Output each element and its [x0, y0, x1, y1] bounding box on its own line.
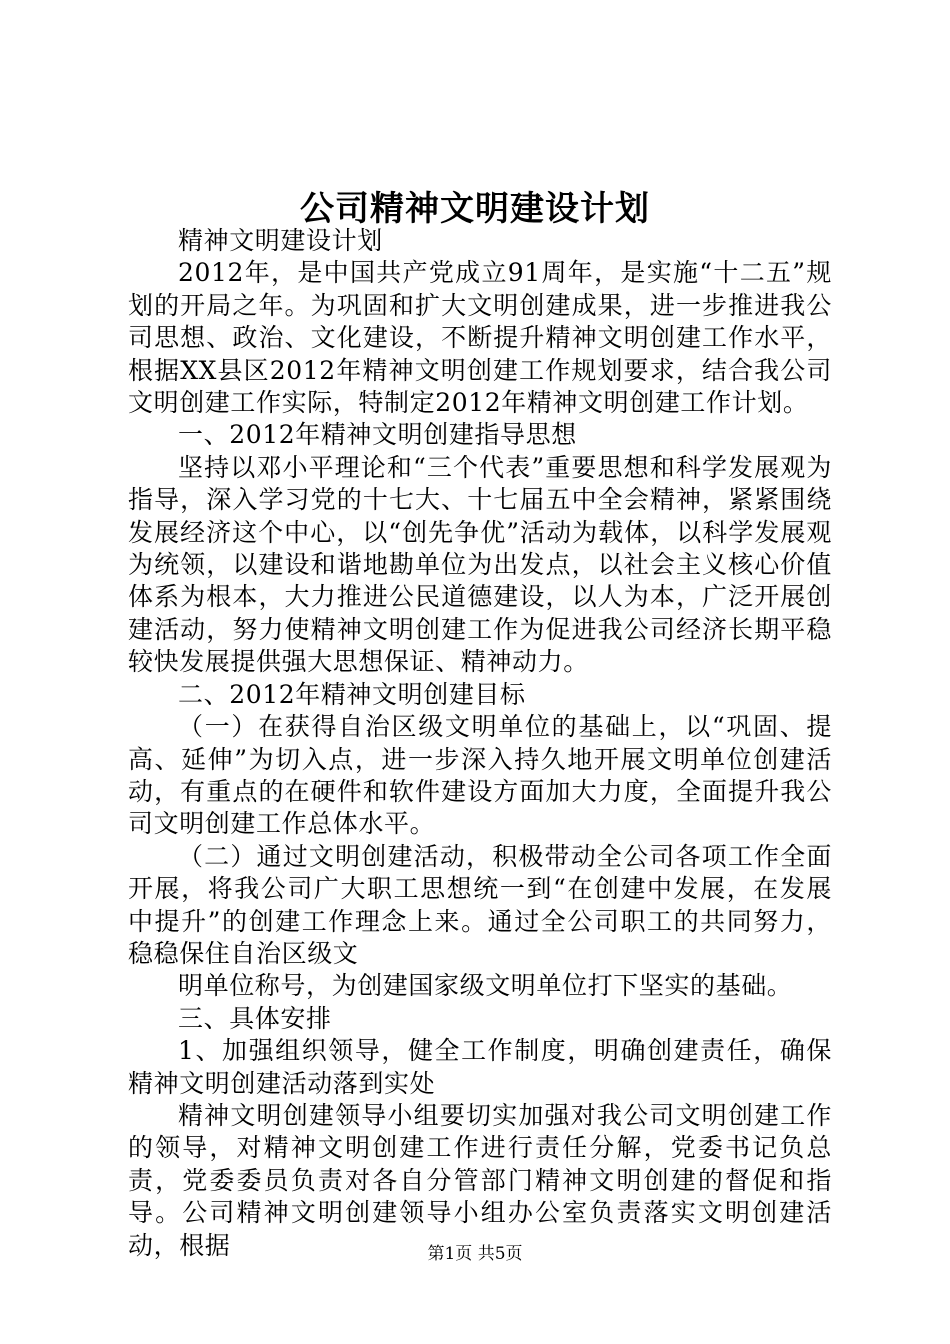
page-number: 第1页 共5页 [427, 1244, 523, 1264]
document-body [128, 225, 832, 1262]
subsection-heading-1: 1、加强组织领导，健全工作制度，明确创建责任，确保精神文明创建活动落到实处 [128, 1036, 832, 1098]
paragraph-goal-1: （一）在获得自治区级文明单位的基础上，以“巩固、提高、延伸”为切入点，进一步深入持久地开展文明单位创建活动，有重点的在硬件和软件建设方面加大力度，全面提升我公司文明创建工作总体水平。 [128, 712, 832, 839]
section-heading-3: 三、具体安排 [178, 1003, 332, 1033]
page-footer [0, 1242, 950, 1266]
paragraph-guiding-ideology: 坚持以邓小平理论和“三个代表”重要思想和科学发展观为指导，深入学习党的十七大、十七届五中全会精神，紧紧围绕发展经济这个中心，以“创先争优”活动为载体，以科学发展观为统领，以建设和谐地勘单位为出发点，以社会主义核心价值体系为根本，大力推进公民道德建设，以人为本，广泛开展创建活动，努力使精神文明创建工作为促进我公司经济长期平稳较快发展提供强大思想保证、精神动力。 [128, 452, 832, 677]
document-title: 公司精神文明建设计划 [300, 189, 650, 229]
paragraph-subtitle: 精神文明建设计划 [178, 226, 383, 255]
section-heading-1: 一、2012年精神文明创建指导思想 [178, 420, 577, 450]
section-heading-2: 二、2012年精神文明创建目标 [178, 679, 526, 709]
paragraph-intro: 2012年，是中国共产党成立91周年，是实施“十二五”规划的开局之年。为巩固和扩大文明创建成果，进一步推进我公司思想、政治、文化建设，不断提升精神文明创建工作水平，根据XX县区2012年精神文明创建工作规划要求，结合我公司文明创建工作实际，特制定2012年精神文明创建工作计划。 [128, 258, 832, 418]
paragraph-leadership: 精神文明创建领导小组要切实加强对我公司文明创建工作的领导，对精神文明创建工作进行责任分解，党委书记负总责，党委委员负责对各自分管部门精神文明创建的督促和指导。公司精神文明创建领导小组办公室负责落实文明创建活动，根据 [128, 1100, 832, 1260]
paragraph-goal-2: （二）通过文明创建活动，积极带动全公司各项工作全面开展，将我公司广大职工思想统一到“在创建中发展，在发展中提升”的创建工作理念上来。通过全公司职工的共同努力，稳稳保住自治区级文 [128, 841, 832, 968]
paragraph-goal-2-continued: 明单位称号，为创建国家级文明单位打下坚实的基础。 [178, 971, 793, 1001]
